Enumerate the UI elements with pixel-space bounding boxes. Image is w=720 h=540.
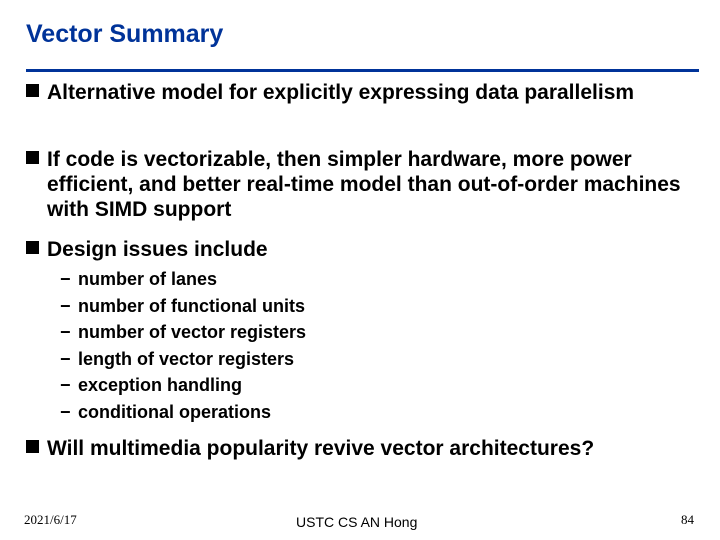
square-bullet-icon bbox=[26, 241, 39, 254]
bullet-3 bbox=[26, 237, 686, 262]
sub-bullet-text: exception handling bbox=[78, 375, 243, 395]
dash-bullet-icon: − bbox=[60, 295, 71, 316]
square-bullet-icon bbox=[26, 440, 39, 453]
sub-bullet-item bbox=[60, 319, 306, 346]
dash-bullet-icon: − bbox=[60, 375, 71, 395]
slide-title: Vector Summary bbox=[26, 20, 224, 48]
bullet-text: Design issues include bbox=[47, 238, 268, 261]
footer-author: USTC CS AN Hong bbox=[296, 514, 418, 530]
sub-bullet-item bbox=[60, 346, 306, 373]
bullet-4 bbox=[26, 436, 686, 461]
dash-bullet-icon: − bbox=[60, 269, 71, 289]
bullet-text: If code is vectorizable, then simpler hardware, more power efficient, and better real-time model than out-of-order machines with SIMD support bbox=[47, 148, 681, 221]
page-number: 84 bbox=[681, 512, 694, 527]
design-issues-list bbox=[60, 266, 306, 425]
sub-bullet-text: number of lanes bbox=[78, 269, 218, 289]
sub-bullet-item bbox=[60, 293, 306, 320]
dash-bullet-icon: − bbox=[60, 348, 71, 369]
bullet-2 bbox=[26, 147, 686, 222]
sub-bullet-text: conditional operations bbox=[78, 401, 272, 422]
square-bullet-icon bbox=[26, 84, 39, 97]
sub-bullet-text: length of vector registers bbox=[78, 348, 295, 369]
bullet-text: Will multimedia popularity revive vector architectures? bbox=[47, 437, 595, 460]
dash-bullet-icon: − bbox=[60, 401, 71, 422]
sub-bullet-item bbox=[60, 399, 306, 426]
dash-bullet-icon: − bbox=[60, 322, 71, 342]
bullet-1 bbox=[26, 80, 686, 105]
sub-bullet-text: number of vector registers bbox=[78, 322, 307, 342]
sub-bullet-item bbox=[60, 372, 306, 399]
square-bullet-icon bbox=[26, 151, 39, 164]
footer-date: 2021/6/17 bbox=[24, 512, 77, 527]
sub-bullet-text: number of functional units bbox=[78, 295, 305, 316]
bullet-text: Alternative model for explicitly expressing data parallelism bbox=[47, 81, 635, 104]
sub-bullet-item bbox=[60, 266, 306, 293]
title-underline bbox=[26, 69, 699, 72]
